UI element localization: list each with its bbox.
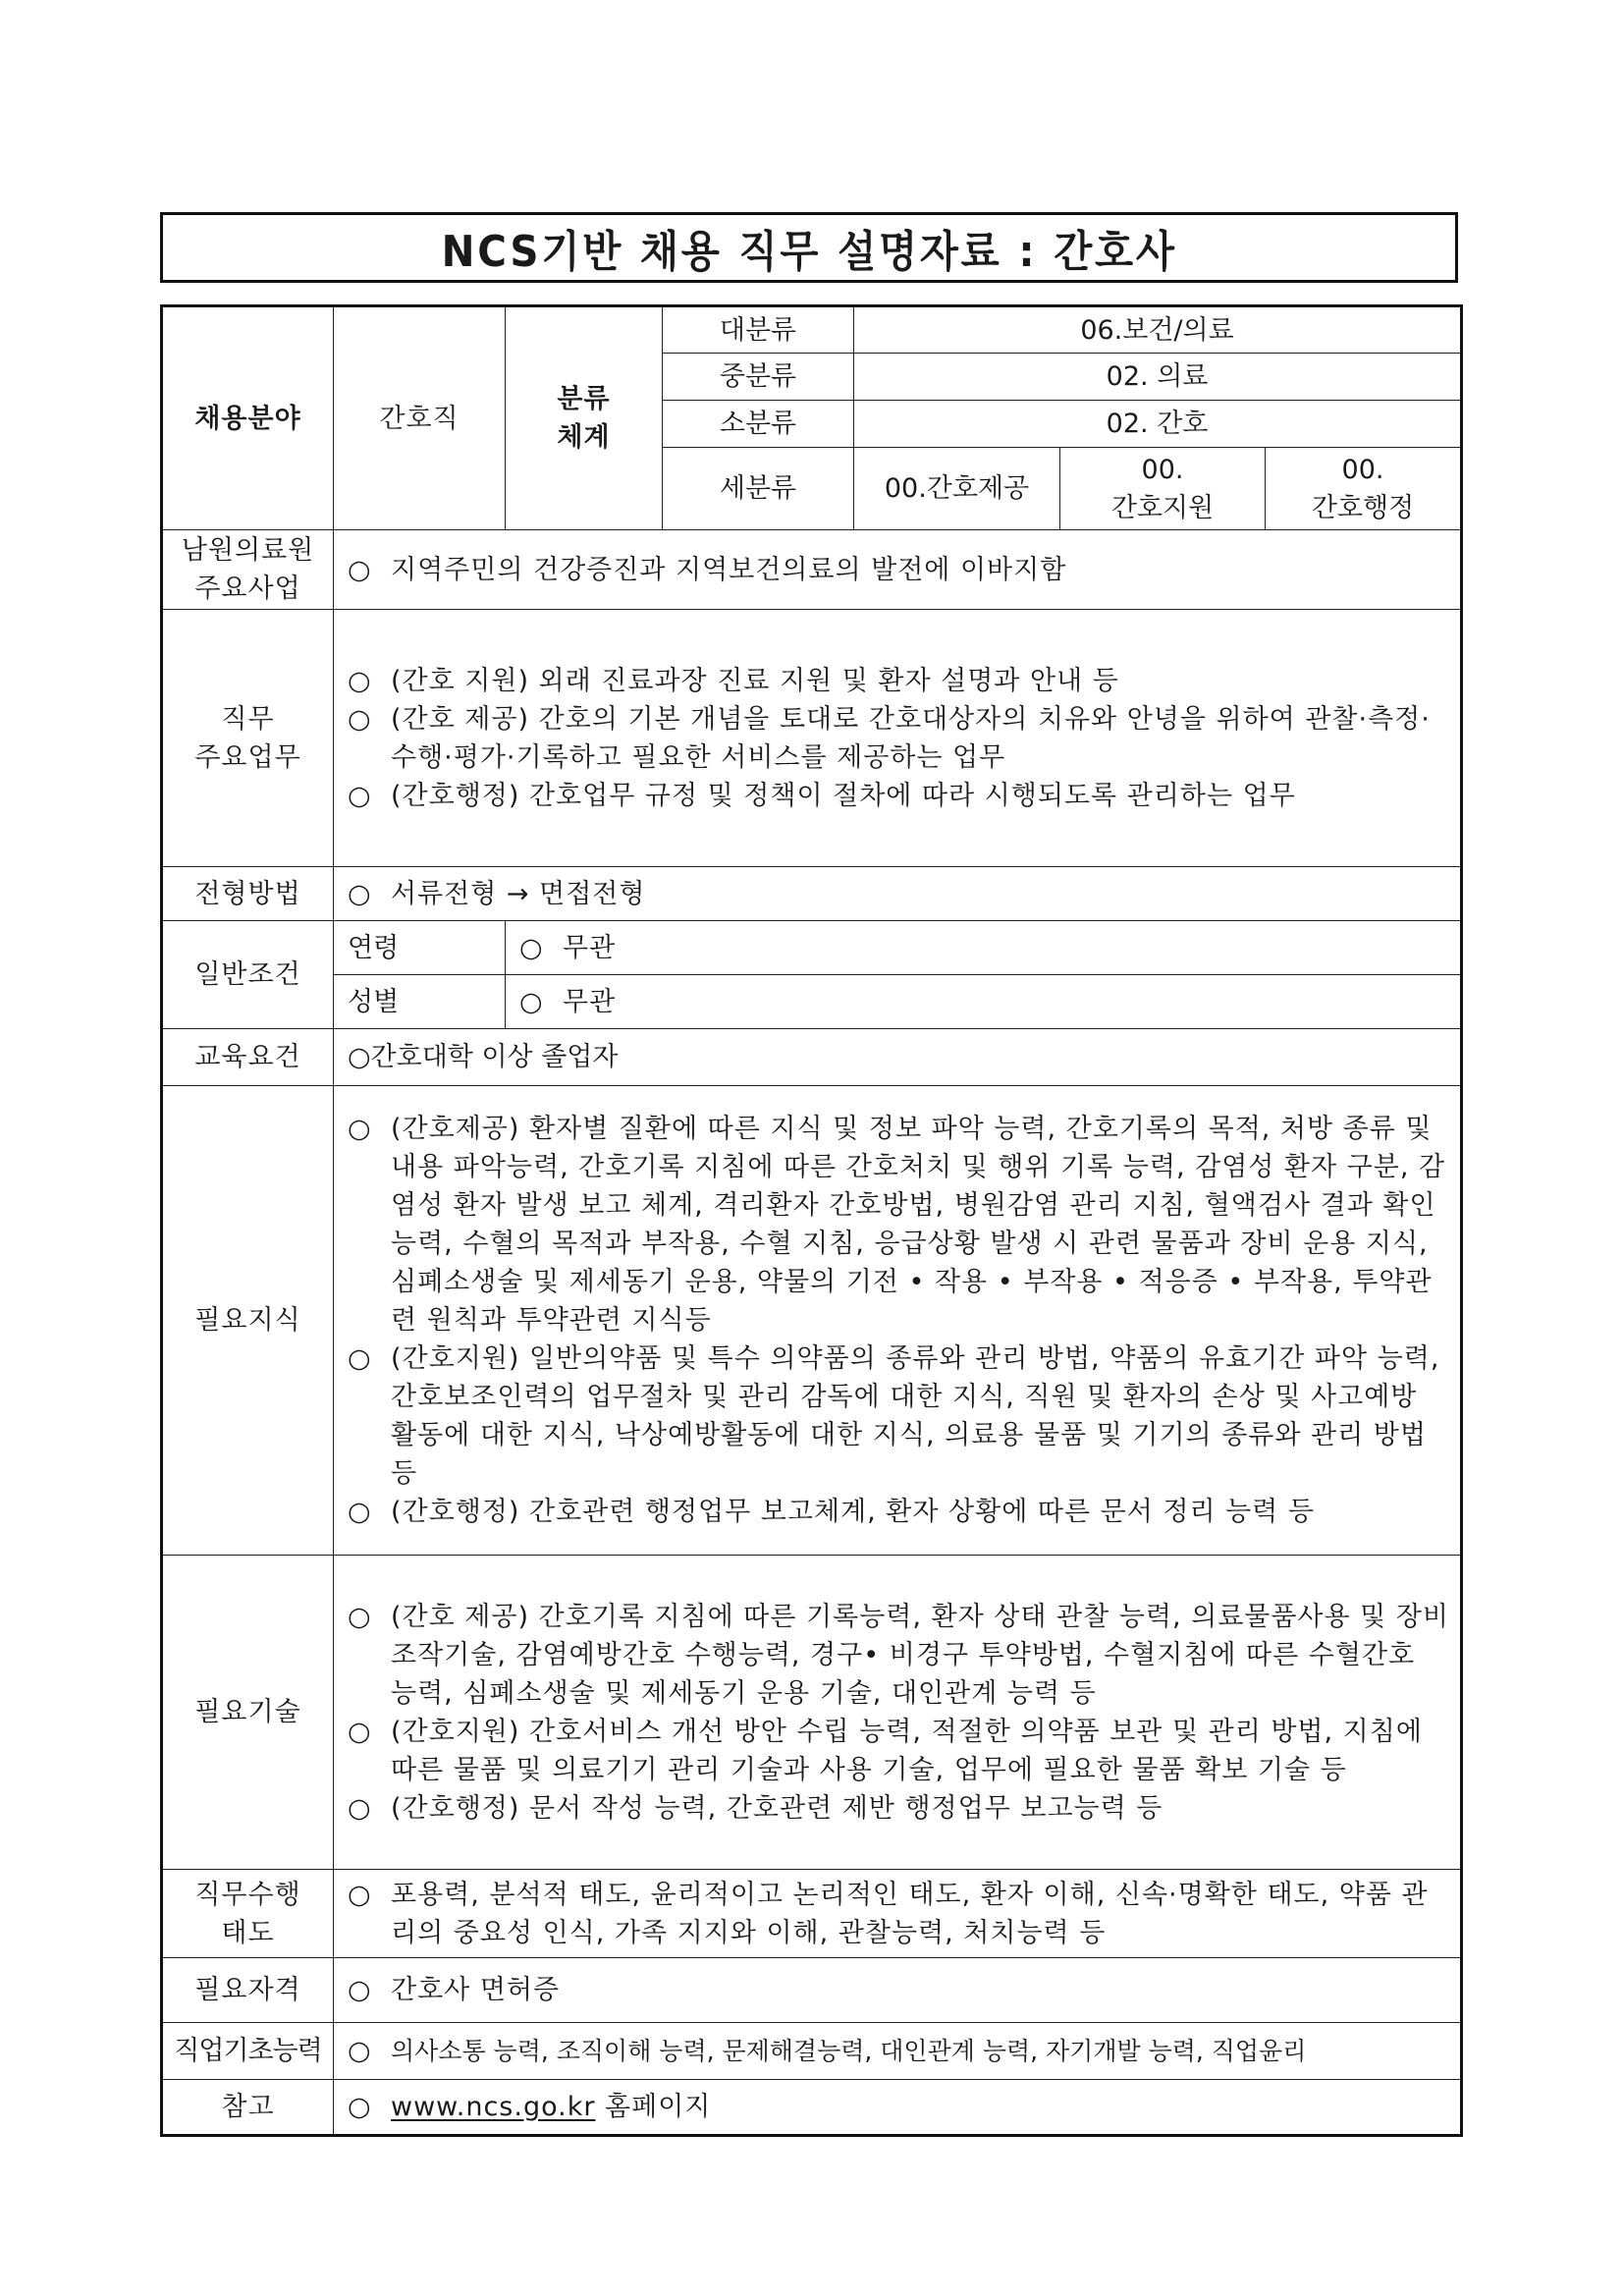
document-title-box — [160, 212, 1458, 283]
major-label: 대분류 — [663, 306, 854, 354]
item-text: (간호행정) 간호업무 규정 및 정책이 절차에 따라 시행되도록 관리하는 업무 — [391, 780, 1296, 811]
circle-marker-icon: ○ — [348, 2092, 372, 2122]
item-text: (간호지원) 일반의약품 및 특수 의약품의 종류와 관리 방법, 약품의 유효기간 파악 능력, 간호보조인력의 업무절차 및 관리 감독에 대한 지식, 직원 및 환자의 손상 및 사고예방 활동에 대한 지식, 낙상예방활동에 대한 지식, 의료용 물품 및 기기의 종류와 관리 방법 등 — [391, 1343, 1440, 1489]
field-label: 채용분야 — [162, 306, 334, 530]
item-text: (간호행정) 간호관련 행정업무 보고체계, 환자 상황에 따른 문서 정리 능력 등 — [391, 1497, 1315, 1527]
item-text: (간호 제공) 간호의 기본 개념을 토대로 간호대상자의 치유와 안녕을 위하여 관찰·측정·수행·평가·기록하고 필요한 서비스를 제공하는 업무 — [391, 703, 1431, 773]
general-label: 일반조건 — [162, 921, 334, 1029]
middle-label: 중분류 — [663, 354, 854, 401]
detail-nursing-support — [1060, 448, 1266, 530]
business-label-line1: 남원의료원 — [181, 535, 315, 566]
list-item — [348, 1713, 1450, 1789]
circle-marker-icon: ○ — [348, 2036, 371, 2066]
circle-marker-icon: ○ — [348, 878, 372, 909]
circle-marker-icon: ○ — [348, 1114, 372, 1144]
circle-marker-icon: ○ — [348, 1792, 372, 1824]
basic-abilities-label: 직업기초능력 — [162, 2023, 334, 2080]
item-text: 의사소통 능력, 조직이해 능력, 문제해결능력, 대인관계 능력, 자기개발 능력, 직업윤리 — [391, 2037, 1307, 2065]
detail-nursing-care: 00.간호제공 — [854, 448, 1060, 530]
list-item — [348, 662, 1450, 700]
detail-label: 세분류 — [663, 448, 854, 530]
knowledge-label: 필요지식 — [162, 1086, 334, 1556]
list-item — [348, 875, 1450, 913]
row-basic-abilities — [162, 2023, 1462, 2080]
system-label-line1: 분류 — [557, 384, 611, 414]
gender-content — [506, 975, 1462, 1029]
list-item — [348, 1110, 1450, 1339]
detail-nursing-admin — [1266, 448, 1462, 530]
list-item — [348, 1598, 1450, 1713]
row-duties — [162, 610, 1462, 867]
gender-label: 성별 — [334, 975, 506, 1029]
attitude-content — [334, 1870, 1462, 1958]
major-value: 06.보건/의료 — [854, 306, 1462, 354]
skills-content — [334, 1556, 1462, 1870]
list-item — [348, 1971, 1450, 2009]
circle-marker-icon: ○ — [348, 1879, 372, 1910]
attitude-label-line2: 태도 — [221, 1917, 275, 1948]
knowledge-content — [334, 1086, 1462, 1556]
duties-label — [162, 610, 334, 867]
ncs-homepage-link[interactable]: www.ncs.go.kr — [391, 2092, 596, 2122]
circle-marker-icon: ○ — [348, 1343, 372, 1374]
list-item — [348, 700, 1450, 777]
row-main-business — [162, 530, 1462, 610]
item-text: (간호지원) 간호서비스 개선 방안 수립 능력, 적절한 의약품 보관 및 관리 방법, 지침에 따른 물품 및 의료기기 관리 기술과 사용 기술, 업무에 필요한 물품 확보 기술 등 — [391, 1716, 1423, 1785]
item-text: (간호행정) 문서 작성 능력, 간호관련 제반 행정업무 보고능력 등 — [391, 1792, 1163, 1824]
business-content — [334, 530, 1462, 610]
row-attitude — [162, 1870, 1462, 1958]
attitude-label-line1: 직무수행 — [194, 1879, 301, 1910]
education-label: 교육요건 — [162, 1029, 334, 1086]
reference-suffix: 홈페이지 — [595, 2092, 712, 2122]
reference-label: 참고 — [162, 2080, 334, 2136]
item-text: 지역주민의 건강증진과 지역보건의료의 발전에 이바지함 — [391, 554, 1067, 585]
field-value: 간호직 — [334, 306, 506, 530]
list-item — [348, 1876, 1450, 1952]
circle-marker-icon: ○ — [348, 665, 372, 696]
circle-marker-icon: ○ — [348, 703, 372, 735]
row-skills — [162, 1556, 1462, 1870]
list-item — [348, 551, 1450, 589]
row-general-age — [162, 921, 1462, 975]
reference-content — [334, 2080, 1462, 2136]
license-label: 필요자격 — [162, 1958, 334, 2023]
item-text: 무관 — [563, 932, 617, 963]
list-item — [348, 1493, 1450, 1531]
row-selection — [162, 867, 1462, 921]
detail-nursing-support-code: 00. — [1141, 454, 1184, 485]
circle-marker-icon: ○ — [519, 986, 544, 1017]
age-content — [506, 921, 1462, 975]
business-label-line2: 주요사업 — [194, 574, 301, 604]
row-license — [162, 1958, 1462, 2023]
selection-label: 전형방법 — [162, 867, 334, 921]
detail-nursing-support-name: 간호지원 — [1110, 492, 1215, 523]
circle-marker-icon: ○ — [348, 1601, 372, 1632]
minor-label: 소분류 — [663, 401, 854, 448]
skills-label: 필요기술 — [162, 1556, 334, 1870]
age-label: 연령 — [334, 921, 506, 975]
list-item — [348, 2032, 1450, 2070]
item-text: (간호 지원) 외래 진료과장 진료 지원 및 환자 설명과 안내 등 — [391, 665, 1119, 696]
circle-marker-icon: ○ — [519, 932, 544, 963]
selection-content — [334, 867, 1462, 921]
system-label-line2: 체계 — [557, 422, 611, 453]
item-text: 포용력, 분석적 태도, 윤리적이고 논리적인 태도, 환자 이해, 신속·명확한 태도, 약품 관리의 중요성 인식, 가족 지지와 이해, 관찰능력, 처치능력 등 — [391, 1879, 1429, 1948]
attitude-label — [162, 1870, 334, 1958]
minor-value: 02. 간호 — [854, 401, 1462, 448]
circle-marker-icon: ○ — [348, 554, 372, 585]
detail-nursing-admin-name: 간호행정 — [1311, 492, 1415, 523]
list-item — [519, 929, 1450, 967]
item-text: (간호제공) 환자별 질환에 따른 지식 및 정보 파악 능력, 간호기록의 목적, 처방 종류 및 내용 파악능력, 간호기록 지침에 따른 간호처치 및 행위 기록 능력, 감염성 환자 구분, 감염성 환자 발생 보고 체계, 격리환자 간호방법, 병원감염 관리 지침, 혈액검사 결과 확인 능력, 수혈의 목적과 부작용, 수혈 지침, 응급상황 발생 시 관련 물품과 장비 운용 지식, 심폐소생술 및 제세동기 운용, 약물의 기전 • 작용 • 부작용 • 적응증 • 부작용, 투약관련 원칙과 투약관련 지식등 — [391, 1114, 1446, 1336]
row-general-gender — [162, 975, 1462, 1029]
circle-marker-icon: ○ — [348, 780, 372, 811]
circle-marker-icon: ○ — [348, 1497, 372, 1527]
job-description-table — [160, 304, 1463, 2137]
duties-label-line2: 주요업무 — [194, 741, 301, 773]
duties-label-line1: 직무 — [221, 703, 275, 735]
item-text: 간호사 면허증 — [391, 1975, 561, 2005]
document-title: NCS기반 채용 직무 설명자료 : 간호사 — [441, 227, 1177, 277]
business-label — [162, 530, 334, 610]
system-label — [506, 306, 663, 530]
list-item — [348, 777, 1450, 815]
row-reference — [162, 2080, 1462, 2136]
item-text: 무관 — [563, 986, 617, 1017]
row-education — [162, 1029, 1462, 1086]
list-item — [348, 1339, 1450, 1493]
item-text: (간호 제공) 간호기록 지침에 따른 기록능력, 환자 상태 관찰 능력, 의료물품사용 및 장비 조작기술, 감염예방간호 수행능력, 경구• 비경구 투약방법, 수혈지침에 따른 수혈간호 능력, 심폐소생술 및 제세동기 운용 기술, 대인관계 능력 등 — [391, 1601, 1450, 1709]
detail-nursing-admin-code: 00. — [1341, 454, 1384, 485]
circle-marker-icon: ○ — [348, 1975, 372, 2005]
middle-value: 02. 의료 — [854, 354, 1462, 401]
license-content — [334, 1958, 1462, 2023]
list-item — [348, 1789, 1450, 1828]
item-text: 서류전형 → 면접전형 — [391, 878, 646, 909]
duties-content — [334, 610, 1462, 867]
list-item — [519, 983, 1450, 1021]
list-item — [348, 2088, 1450, 2126]
circle-marker-icon: ○ — [348, 1716, 372, 1747]
header-row-major — [162, 306, 1462, 354]
row-knowledge — [162, 1086, 1462, 1556]
education-content: ○간호대학 이상 졸업자 — [334, 1029, 1462, 1086]
basic-abilities-content — [334, 2023, 1462, 2080]
